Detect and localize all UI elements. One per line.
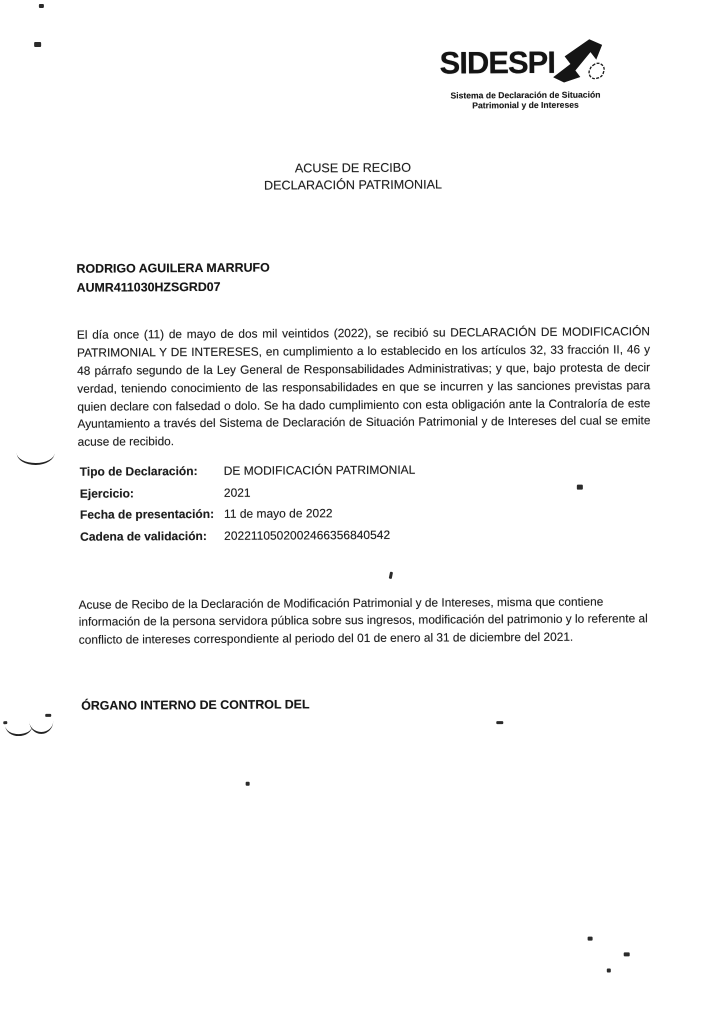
arrow-map-icon — [553, 36, 611, 88]
detail-value: DE MODIFICACIÓN PATRIMONIAL — [223, 462, 416, 478]
detail-value: 2021 — [223, 485, 251, 500]
pen-squiggle — [5, 723, 32, 736]
detail-row-cadena — [80, 526, 580, 543]
declaration-details — [80, 462, 581, 551]
detail-row-ejercicio — [80, 483, 580, 500]
logo-tagline-line1: Sistema de Declaración de Situación — [450, 89, 601, 101]
ink-speck — [577, 485, 583, 490]
ink-speck — [607, 968, 611, 972]
declarant-name: RODRIGO AGUILERA MARRUFO — [76, 260, 270, 276]
organ-control-heading: ÓRGANO INTERNO DE CONTROL DEL — [81, 697, 310, 713]
sidespi-logo — [434, 36, 616, 110]
detail-label: Ejercicio: — [79, 485, 134, 501]
pen-squiggle — [17, 450, 55, 465]
declarant-curp: AUMR411030HZSGRD07 — [76, 279, 221, 295]
detail-row-tipo — [80, 462, 580, 479]
detail-row-fecha — [80, 505, 580, 522]
document-title — [198, 159, 508, 195]
logo-row — [434, 36, 616, 89]
ink-speck — [496, 721, 503, 724]
logo-brand-text: SIDESPI — [439, 44, 556, 81]
detail-label: Fecha de presentación: — [79, 506, 215, 522]
summary-paragraph: Acuse de Recibo de la Declaración de Modificación Patrimonial y de Intereses, misma que contiene información de la persona servidora pública sobre sus ingresos, modificación del patrimonio y lo referente al conflicto de intereses correspondiente al periodo del 01 de enero al 31 de diciembre del 2021. — [78, 594, 648, 647]
ink-speck — [588, 937, 593, 941]
receipt-body-paragraph: El día once (11) de mayo de dos mil veintidos (2022), se recibió su DECLARACIÓN DE MODIFICACIÓN PATRIMONIAL Y DE INTERESES, en cumplimiento a lo establecido en los artículos 32, 33 fracción II, 46 y 48 párrafo segundo de la Ley General de Responsabilidades Administrativas; y que, bajo protesta de decir verdad, teniendo conocimiento de las responsabilidades en que se incurren y las sanciones previstas para quien declare con falsedad o dolo. Se ha dado cumplimiento con esta obligación ante la Contraloría de este Ayuntamiento a través del Sistema de Declaración de Situación Patrimonial y de Intereses del cual se emite acuse de recibido. — [76, 324, 651, 450]
ink-speck — [34, 42, 41, 47]
detail-label: Cadena de validación: — [80, 528, 207, 544]
pen-squiggle — [29, 718, 53, 734]
declarant-block — [76, 259, 269, 297]
title-line-1: ACUSE DE RECIBO — [294, 160, 412, 176]
ink-speck — [624, 952, 630, 956]
ink-speck — [246, 782, 250, 786]
ink-speck — [45, 714, 51, 717]
ink-speck — [3, 721, 7, 724]
ink-speck — [389, 572, 393, 579]
title-line-2: DECLARACIÓN PATRIMONIAL — [263, 177, 443, 193]
detail-value: 11 de mayo de 2022 — [223, 506, 333, 521]
detail-value: 2022110502002466356840542 — [224, 527, 391, 543]
detail-label: Tipo de Declaración: — [79, 464, 198, 479]
ink-speck — [39, 4, 44, 8]
logo-tagline-line2: Patrimonial y de Intereses — [472, 99, 579, 110]
